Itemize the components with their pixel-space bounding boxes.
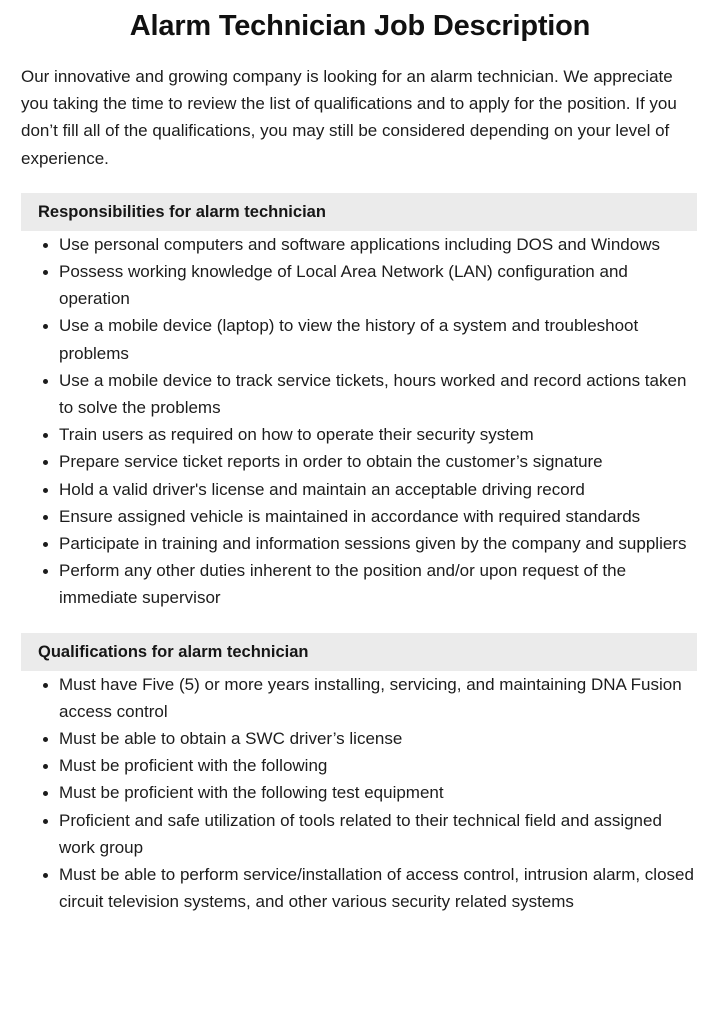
page-title: Alarm Technician Job Description <box>129 10 591 42</box>
section-heading-label: Qualifications for alarm technician <box>38 642 309 661</box>
list-item: Proficient and safe utilization of tools related to their technical field and assigned work group <box>0 807 720 861</box>
list-item: Must be proficient with the following <box>0 752 720 779</box>
list-item: Must have Five (5) or more years installing, servicing, and maintaining DNA Fusion access control <box>0 671 720 725</box>
list-item: Must be able to perform service/installation of access control, intrusion alarm, closed circuit television systems, and other various security related systems <box>0 861 720 915</box>
qualifications-list <box>0 671 720 916</box>
list-item: Hold a valid driver's license and maintain an acceptable driving record <box>0 476 720 503</box>
list-item: Must be proficient with the following test equipment <box>0 779 720 806</box>
list-item: Possess working knowledge of Local Area Network (LAN) configuration and operation <box>0 258 720 312</box>
section-header-qualifications <box>21 633 697 671</box>
section-header-responsibilities <box>21 193 697 231</box>
section-responsibilities <box>0 193 720 612</box>
section-heading-label: Responsibilities for alarm technician <box>38 202 326 221</box>
list-item: Use a mobile device (laptop) to view the history of a system and troubleshoot problems <box>0 312 720 366</box>
list-item: Use a mobile device to track service tickets, hours worked and record actions taken to solve the problems <box>0 367 720 421</box>
list-item: Participate in training and information sessions given by the company and suppliers <box>0 530 720 557</box>
list-item: Train users as required on how to operate their security system <box>0 421 720 448</box>
list-item: Prepare service ticket reports in order to obtain the customer’s signature <box>0 448 720 475</box>
section-qualifications <box>0 633 720 916</box>
intro-paragraph: Our innovative and growing company is looking for an alarm technician. We appreciate you taking the time to review the list of qualifications and to apply for the position. If you don’t fill all of the qualifications, you may still be considered depending on your level of experience. <box>21 67 677 168</box>
list-item: Ensure assigned vehicle is maintained in accordance with required standards <box>0 503 720 530</box>
list-item: Must be able to obtain a SWC driver’s license <box>0 725 720 752</box>
responsibilities-list <box>0 231 720 612</box>
list-item: Perform any other duties inherent to the position and/or upon request of the immediate supervisor <box>0 557 720 611</box>
list-item: Use personal computers and software applications including DOS and Windows <box>0 231 720 258</box>
